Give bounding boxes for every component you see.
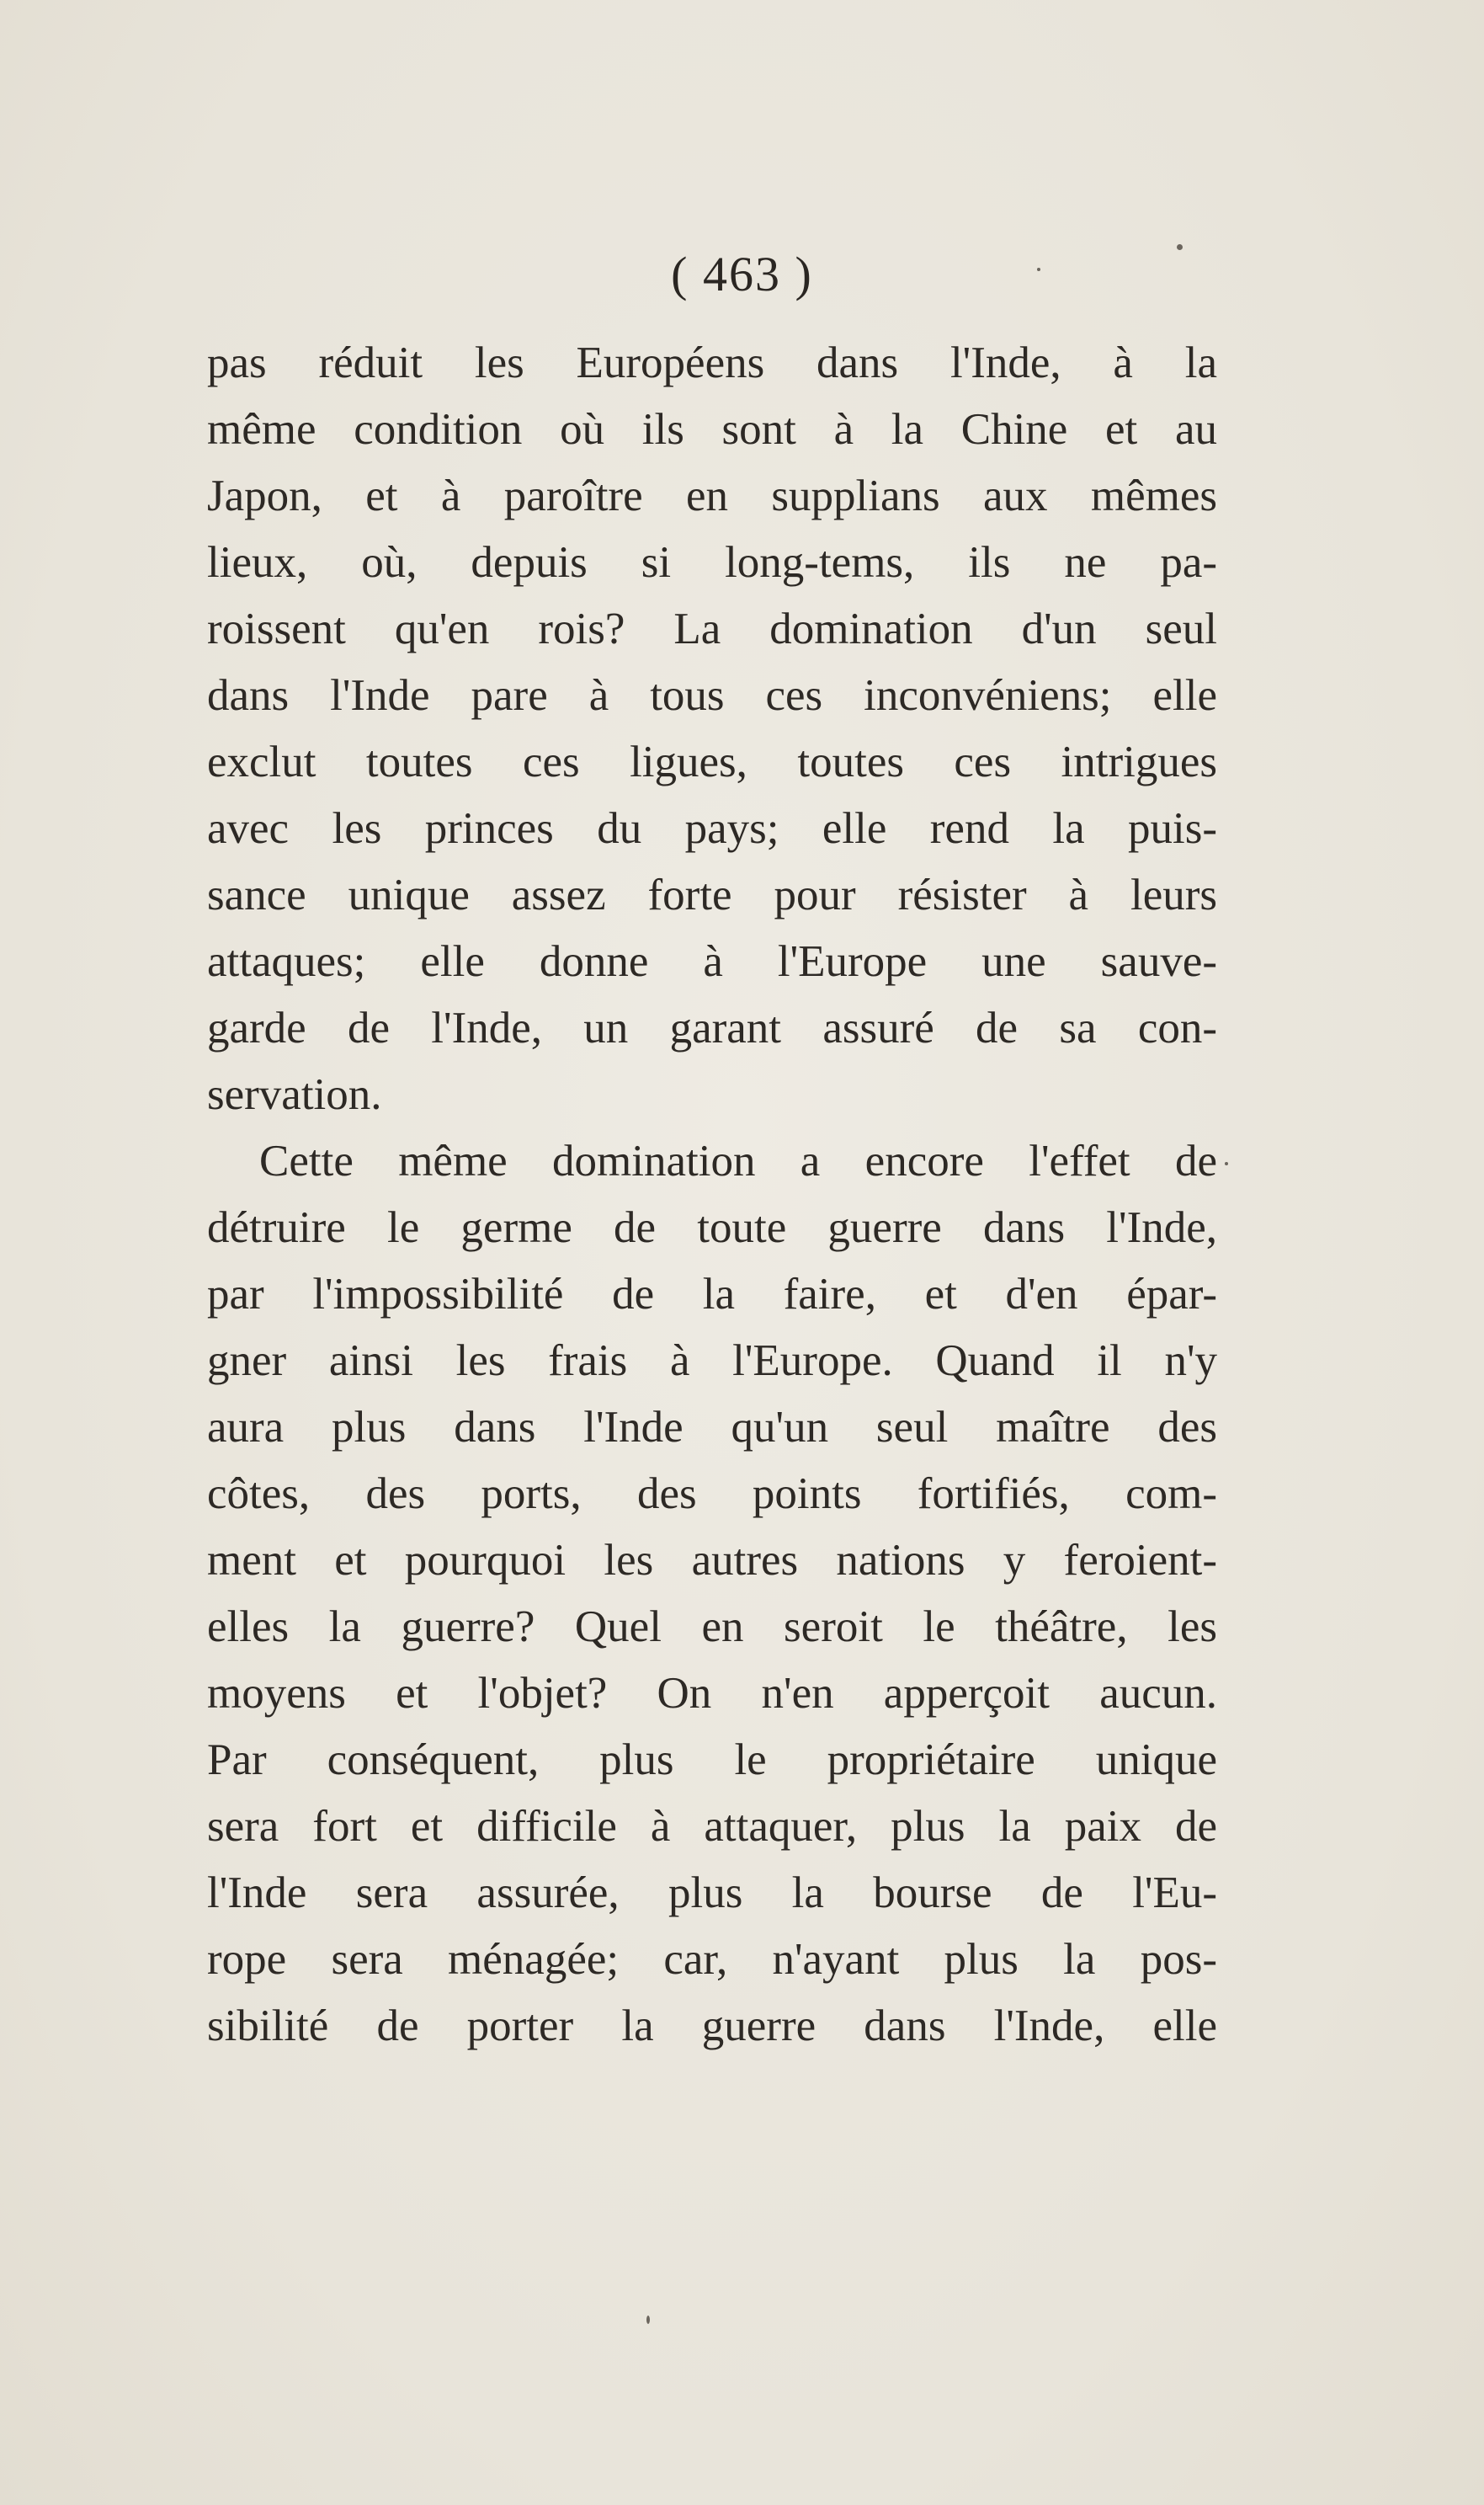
text-line: côtes, des ports, des points fortifiés, com- bbox=[207, 1469, 1217, 1518]
text-line: exclut toutes ces ligues, toutes ces intrigues bbox=[207, 738, 1217, 786]
text-line: Japon, et à paroître en supplians aux mêmes bbox=[207, 472, 1217, 520]
text-line: par l'impossibilité de la faire, et d'en épar- bbox=[207, 1270, 1217, 1319]
text-line: rope sera ménagée; car, n'ayant plus la pos- bbox=[207, 1935, 1217, 1984]
text-line: garde de l'Inde, un garant assuré de sa con- bbox=[207, 1004, 1217, 1053]
text-line: roissent qu'en rois? La domination d'un seul bbox=[207, 605, 1217, 653]
text-line: pas réduit les Européens dans l'Inde, à la bbox=[207, 338, 1217, 387]
text-line: sance unique assez forte pour résister à leurs bbox=[207, 871, 1217, 919]
text-line: aura plus dans l'Inde qu'un seul maître des bbox=[207, 1403, 1217, 1452]
text-line: Cette même domination a encore l'effet de bbox=[259, 1137, 1217, 1186]
text-line: sibilité de porter la guerre dans l'Inde, elle bbox=[207, 2001, 1217, 2050]
text-line: sera fort et difficile à attaquer, plus la paix de bbox=[207, 1802, 1217, 1851]
paper-speck bbox=[1177, 244, 1183, 250]
text-line: ment et pourquoi les autres nations y feroient- bbox=[207, 1536, 1217, 1585]
text-line: l'Inde sera assurée, plus la bourse de l'Eu- bbox=[207, 1868, 1217, 1917]
body-text bbox=[207, 330, 1217, 2060]
text-line: même condition où ils sont à la Chine et au bbox=[207, 405, 1217, 454]
text-line: Par conséquent, plus le propriétaire unique bbox=[207, 1735, 1217, 1784]
text-line: gner ainsi les frais à l'Europe. Quand il n'y bbox=[207, 1336, 1217, 1385]
text-line: détruire le germe de toute guerre dans l'Inde, bbox=[207, 1203, 1217, 1252]
text-line: moyens et l'objet? On n'en apperçoit aucun. bbox=[207, 1669, 1217, 1718]
text-line: attaques; elle donne à l'Europe une sauve- bbox=[207, 937, 1217, 986]
text-line: lieux, où, depuis si long-tems, ils ne pa- bbox=[207, 538, 1217, 587]
text-line: servation. bbox=[207, 1070, 382, 1119]
page-number: ( 463 ) bbox=[671, 247, 813, 301]
paper-speck bbox=[1037, 268, 1040, 271]
text-line: dans l'Inde pare à tous ces inconvéniens; elle bbox=[207, 671, 1217, 720]
paper-speck bbox=[646, 2316, 650, 2324]
text-line: elles la guerre? Quel en seroit le théâtre, les bbox=[207, 1602, 1217, 1651]
paper-speck bbox=[1225, 1162, 1228, 1165]
text-line: avec les princes du pays; elle rend la puis- bbox=[207, 804, 1217, 853]
